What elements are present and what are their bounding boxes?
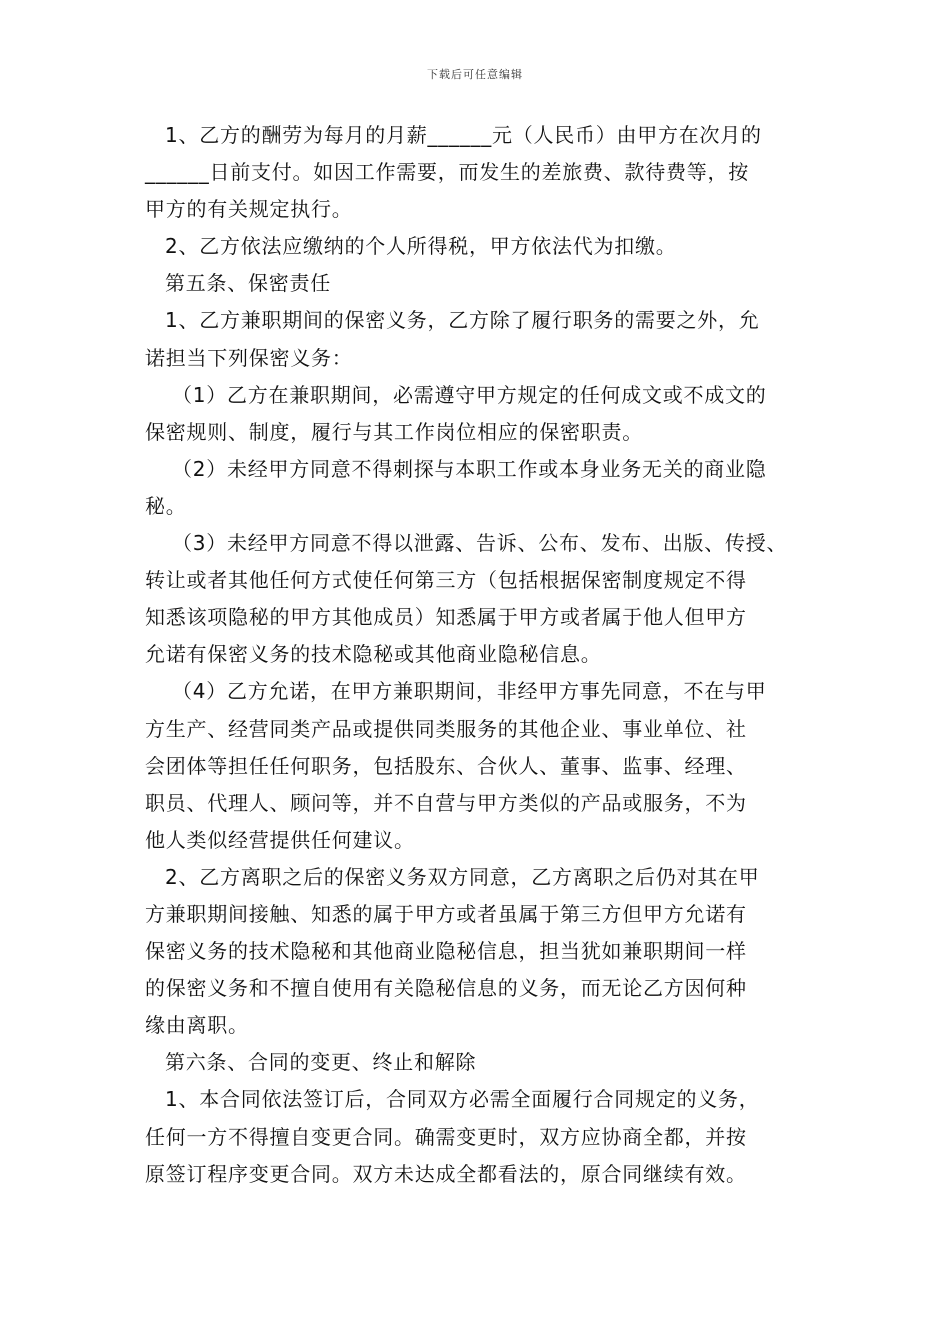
text-line: 秘。 — [145, 493, 187, 518]
document-body — [145, 117, 809, 1193]
text-line: 会团体等担任任何职务，包括股东、合伙人、董事、监事、经理、 — [145, 753, 747, 778]
text-line: 2、乙方依法应缴纳的个人所得税，甲方依法代为扣缴。 — [165, 234, 677, 259]
page-header: 下载后可任意编辑 — [427, 68, 523, 81]
text-line: 转让或者其他任何方式使任何第三方（包括根据保密制度规定不得 — [145, 568, 747, 593]
text-line: 保密规则、制度，履行与其工作岗位相应的保密职责。 — [145, 419, 643, 444]
text-line: （4）乙方允诺，在甲方兼职期间，非经甲方事先同意，不在与甲 — [172, 679, 767, 704]
text-line: 1、乙方的酬劳为每月的月薪______元（人民币）由甲方在次月的 — [165, 123, 762, 147]
text-line: 原签订程序变更合同。双方未达成全都看法的，原合同继续有效。 — [145, 1161, 747, 1186]
paragraph-income-tax — [145, 228, 809, 265]
paragraph-confidentiality-during — [145, 302, 809, 376]
text-line: 第五条、保密责任 — [165, 271, 331, 296]
paragraph-item-4 — [145, 673, 809, 858]
paragraph-item-1 — [145, 377, 809, 451]
text-line: （3）未经甲方同意不得以泄露、告诉、公布、发布、出版、传授、 — [172, 531, 788, 556]
text-line: 诺担当下列保密义务： — [145, 345, 353, 370]
paragraph-salary — [145, 117, 809, 228]
paragraph-item-2 — [145, 451, 809, 525]
paragraph-contract-change — [145, 1081, 809, 1192]
paragraph-item-3 — [145, 525, 809, 673]
section-heading-article-5 — [145, 265, 809, 302]
text-line: 缘由离职。 — [145, 1013, 249, 1038]
paragraph-confidentiality-after — [145, 859, 809, 1044]
text-line: （1）乙方在兼职期间，必需遵守甲方规定的任何成文或不成文的 — [172, 382, 767, 407]
text-line: 他人类似经营提供任何建议。 — [145, 827, 415, 852]
text-line: 第六条、合同的变更、终止和解除 — [165, 1050, 477, 1075]
text-line: 允诺有保密义务的技术隐秘或其他商业隐秘信息。 — [145, 642, 602, 667]
text-line: 保密义务的技术隐秘和其他商业隐秘信息，担当犹如兼职期间一样 — [145, 939, 747, 964]
text-line: 2、乙方离职之后的保密义务双方同意，乙方离职之后仍对其在甲 — [165, 864, 760, 889]
text-line: 方兼职期间接触、知悉的属于甲方或者虽属于第三方但甲方允诺有 — [145, 901, 747, 926]
text-line: （2）未经甲方同意不得刺探与本职工作或本身业务无关的商业隐 — [172, 456, 767, 481]
text-line: ______日前支付。如因工作需要，而发生的差旅费、款待费等，按 — [145, 160, 749, 185]
text-line: 职员、代理人、顾问等，并不自营与甲方类似的产品或服务，不为 — [145, 790, 747, 815]
text-line: 的保密义务和不擅自使用有关隐秘信息的义务，而无论乙方因何种 — [145, 976, 747, 1001]
section-heading-article-6 — [145, 1044, 809, 1081]
text-line: 任何一方不得擅自变更合同。确需变更时，双方应协商全都，并按 — [145, 1124, 747, 1149]
text-line: 甲方的有关规定执行。 — [145, 197, 353, 222]
text-line: 1、乙方兼职期间的保密义务，乙方除了履行职务的需要之外，允 — [165, 308, 760, 333]
text-line: 1、本合同依法签订后，合同双方必需全面履行合同规定的义务， — [165, 1087, 760, 1112]
text-line: 方生产、经营同类产品或提供同类服务的其他企业、事业单位、社 — [145, 716, 747, 741]
text-line: 知悉该项隐秘的甲方其他成员）知悉属于甲方或者属于他人但甲方 — [145, 605, 747, 630]
